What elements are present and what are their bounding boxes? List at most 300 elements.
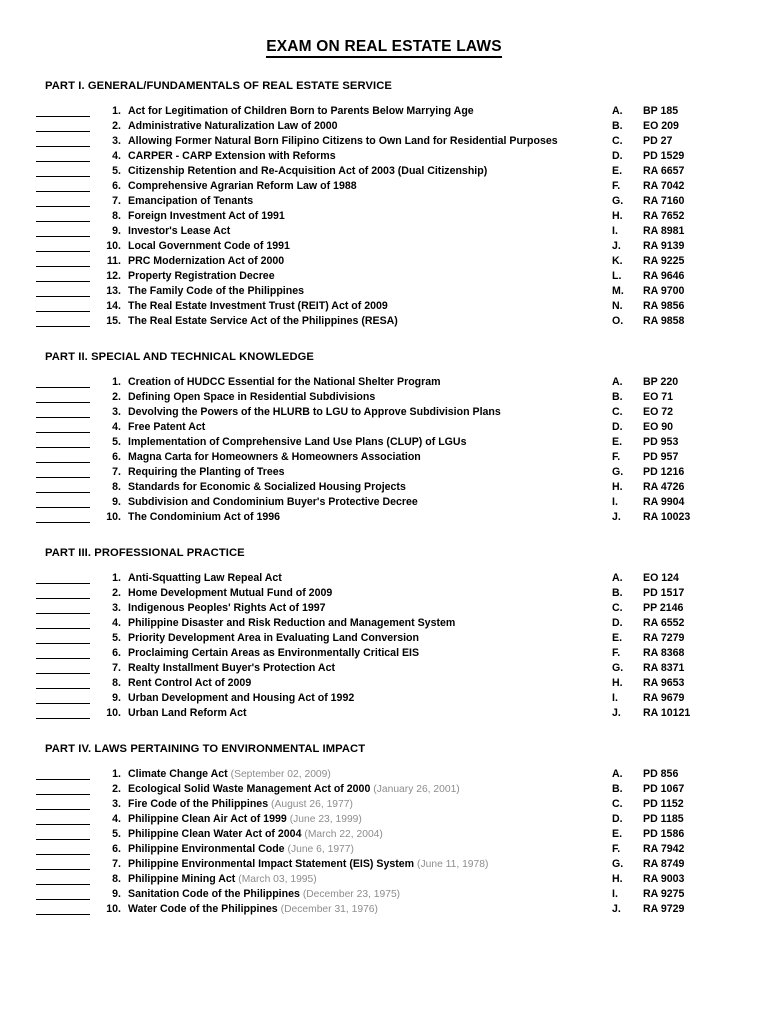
answer-option-code: PD 1586: [643, 828, 685, 840]
question-text: [128, 375, 441, 390]
question-number: 9.: [112, 692, 121, 704]
question-number: 9.: [112, 888, 121, 900]
law-name: Philippine Environmental Impact Statement (EIS) System: [128, 858, 415, 870]
law-name: Proclaiming Certain Areas as Environmentally Critical EIS: [128, 647, 420, 659]
question-text: [128, 254, 284, 269]
law-date: (January 26, 2001): [373, 784, 460, 795]
answer-blank-field[interactable]: [36, 598, 90, 599]
question-text: [128, 209, 285, 224]
answer-option-code: RA 9904: [643, 496, 685, 508]
question-number: 3.: [112, 406, 121, 418]
answer-option-letter: B.: [612, 391, 623, 403]
answer-option-code: RA 9858: [643, 315, 685, 327]
answer-option-code: EO 209: [643, 120, 679, 132]
question-row: [0, 194, 768, 209]
answer-blank-field[interactable]: [36, 221, 90, 222]
answer-option-code: RA 9700: [643, 285, 685, 297]
law-name: Standards for Economic & Socialized Housing Projects: [128, 481, 406, 493]
question-number: 6.: [112, 451, 121, 463]
question-row: [0, 661, 768, 676]
answer-blank-field[interactable]: [36, 206, 90, 207]
question-number: 8.: [112, 873, 121, 885]
law-name: Local Government Code of 1991: [128, 240, 290, 252]
question-list: [0, 571, 768, 721]
question-text: [128, 767, 331, 782]
answer-blank-field[interactable]: [36, 387, 90, 388]
answer-option-letter: I.: [612, 225, 618, 237]
question-row: [0, 706, 768, 721]
question-row: [0, 782, 768, 797]
question-row: [0, 465, 768, 480]
law-date: (June 11, 1978): [417, 859, 489, 870]
answer-blank-field[interactable]: [36, 146, 90, 147]
answer-option-letter: A.: [612, 768, 623, 780]
question-text: [128, 104, 474, 119]
answer-blank-field[interactable]: [36, 266, 90, 267]
question-text: [128, 480, 406, 495]
answer-option-code: RA 9679: [643, 692, 685, 704]
answer-blank-field[interactable]: [36, 688, 90, 689]
answer-option-code: RA 7942: [643, 843, 685, 855]
answer-option-code: RA 9729: [643, 903, 685, 915]
question-row: [0, 390, 768, 405]
question-row: [0, 209, 768, 224]
question-list: [0, 767, 768, 917]
answer-blank-field[interactable]: [36, 703, 90, 704]
question-text: [128, 390, 375, 405]
question-number: 2.: [112, 391, 121, 403]
answer-blank-field[interactable]: [36, 522, 90, 523]
answer-option-letter: E.: [612, 632, 623, 644]
answer-option-letter: L.: [612, 270, 622, 282]
question-number: 2.: [112, 587, 121, 599]
question-number: 5.: [112, 436, 121, 448]
answer-option-letter: H.: [612, 210, 623, 222]
answer-blank-field[interactable]: [36, 914, 90, 915]
answer-option-code: RA 7279: [643, 632, 685, 644]
answer-option-code: PD 1529: [643, 150, 685, 162]
answer-option-code: RA 9139: [643, 240, 685, 252]
law-name: Administrative Naturalization Law of 2000: [128, 120, 338, 132]
law-name: Requiring the Planting of Trees: [128, 466, 285, 478]
question-number: 14.: [106, 300, 121, 312]
answer-option-letter: B.: [612, 120, 623, 132]
law-name: Defining Open Space in Residential Subdivisions: [128, 391, 376, 403]
question-text: [128, 857, 488, 872]
answer-option-letter: J.: [612, 903, 621, 915]
answer-blank-field[interactable]: [36, 613, 90, 614]
answer-blank-field[interactable]: [36, 839, 90, 840]
answer-option-code: RA 9646: [643, 270, 685, 282]
question-number: 1.: [112, 572, 121, 584]
answer-blank-field[interactable]: [36, 809, 90, 810]
question-number: 5.: [112, 632, 121, 644]
question-text: [128, 269, 275, 284]
answer-option-code: PD 1067: [643, 783, 685, 795]
question-row: [0, 646, 768, 661]
question-row: [0, 224, 768, 239]
law-name: Realty Installment Buyer's Protection Act: [128, 662, 335, 674]
question-text: [128, 134, 558, 149]
law-name: Indigenous Peoples' Rights Act of 1997: [128, 602, 326, 614]
law-name: Foreign Investment Act of 1991: [128, 210, 285, 222]
exam-section: [0, 351, 768, 525]
law-name: CARPER - CARP Extension with Reforms: [128, 150, 336, 162]
answer-option-letter: D.: [612, 813, 623, 825]
section-heading: PART IV. LAWS PERTAINING TO ENVIRONMENTAL IMPACT: [45, 743, 366, 755]
answer-blank-field[interactable]: [36, 447, 90, 448]
question-number: 8.: [112, 210, 121, 222]
question-text: [128, 284, 304, 299]
law-name: Implementation of Comprehensive Land Use Plans (CLUP) of LGUs: [128, 436, 467, 448]
law-date: (June 6, 1977): [287, 844, 354, 855]
answer-blank-field[interactable]: [36, 779, 90, 780]
question-row: [0, 239, 768, 254]
law-name: Climate Change Act: [128, 768, 228, 780]
question-number: 7.: [112, 858, 121, 870]
question-text: [128, 631, 419, 646]
question-text: [128, 842, 354, 857]
answer-blank-field[interactable]: [36, 507, 90, 508]
question-number: 6.: [112, 647, 121, 659]
answer-option-code: PD 957: [643, 451, 679, 463]
question-number: 4.: [112, 421, 121, 433]
question-number: 2.: [112, 120, 121, 132]
answer-option-code: RA 6552: [643, 617, 685, 629]
law-name: Magna Carta for Homeowners & Homeowners Association: [128, 451, 421, 463]
answer-blank-field[interactable]: [36, 236, 90, 237]
law-name: Devolving the Powers of the HLURB to LGU to Approve Subdivision Plans: [128, 406, 501, 418]
question-row: [0, 480, 768, 495]
answer-blank-field[interactable]: [36, 417, 90, 418]
question-row: [0, 676, 768, 691]
answer-option-code: RA 6657: [643, 165, 685, 177]
question-number: 3.: [112, 798, 121, 810]
question-list: [0, 375, 768, 525]
question-row: [0, 691, 768, 706]
answer-option-code: RA 4726: [643, 481, 685, 493]
question-row: [0, 495, 768, 510]
answer-blank-field[interactable]: [36, 869, 90, 870]
question-text: [128, 495, 418, 510]
question-row: [0, 375, 768, 390]
answer-option-letter: M.: [612, 285, 624, 297]
law-date: (December 31, 1976): [280, 904, 378, 915]
question-number: 7.: [112, 195, 121, 207]
question-row: [0, 405, 768, 420]
question-text: [128, 405, 501, 420]
answer-option-code: PD 1185: [643, 813, 684, 825]
law-date: (August 26, 1977): [271, 799, 353, 810]
answer-option-letter: B.: [612, 587, 623, 599]
answer-option-letter: F.: [612, 451, 621, 463]
law-name: The Family Code of the Philippines: [128, 285, 304, 297]
law-date: (September 02, 2009): [230, 769, 331, 780]
answer-option-code: RA 8981: [643, 225, 685, 237]
law-date: (March 03, 1995): [238, 874, 317, 885]
question-text: [128, 314, 398, 329]
question-row: [0, 254, 768, 269]
law-name: Urban Land Reform Act: [128, 707, 247, 719]
question-row: [0, 842, 768, 857]
answer-option-code: RA 9856: [643, 300, 685, 312]
question-text: [128, 149, 336, 164]
exam-section: [0, 80, 768, 329]
answer-blank-field[interactable]: [36, 673, 90, 674]
question-text: [128, 450, 421, 465]
answer-option-letter: J.: [612, 707, 621, 719]
question-text: [128, 691, 354, 706]
answer-option-letter: F.: [612, 180, 621, 192]
question-row: [0, 269, 768, 284]
question-row: [0, 164, 768, 179]
answer-option-letter: G.: [612, 195, 624, 207]
law-name: Rent Control Act of 2009: [128, 677, 252, 689]
question-list: [0, 104, 768, 329]
question-row: [0, 767, 768, 782]
question-row: [0, 179, 768, 194]
question-number: 10.: [106, 240, 121, 252]
question-number: 8.: [112, 481, 121, 493]
answer-blank-field[interactable]: [36, 281, 90, 282]
question-text: [128, 601, 326, 616]
answer-option-letter: G.: [612, 662, 624, 674]
law-name: Citizenship Retention and Re-Acquisition Act of 2003 (Dual Citizenship): [128, 165, 488, 177]
question-number: 9.: [112, 496, 121, 508]
answer-option-letter: D.: [612, 421, 623, 433]
question-number: 4.: [112, 617, 121, 629]
question-text: [128, 299, 388, 314]
question-text: [128, 872, 317, 887]
question-row: [0, 812, 768, 827]
question-text: [128, 179, 357, 194]
answer-option-letter: O.: [612, 315, 624, 327]
answer-blank-field[interactable]: [36, 311, 90, 312]
answer-option-letter: C.: [612, 406, 623, 418]
question-number: 5.: [112, 828, 121, 840]
question-number: 1.: [112, 105, 121, 117]
question-row: [0, 134, 768, 149]
question-number: 4.: [112, 813, 121, 825]
question-number: 15.: [106, 315, 121, 327]
answer-option-letter: A.: [612, 105, 623, 117]
question-row: [0, 902, 768, 917]
answer-option-letter: G.: [612, 858, 624, 870]
question-row: [0, 119, 768, 134]
section-heading: PART III. PROFESSIONAL PRACTICE: [45, 547, 245, 559]
question-number: 9.: [112, 225, 121, 237]
answer-option-letter: G.: [612, 466, 624, 478]
question-number: 8.: [112, 677, 121, 689]
question-row: [0, 284, 768, 299]
answer-option-code: RA 10121: [643, 707, 691, 719]
law-name: Property Registration Decree: [128, 270, 275, 282]
question-number: 10.: [106, 903, 121, 915]
answer-blank-field[interactable]: [36, 462, 90, 463]
answer-blank-field[interactable]: [36, 794, 90, 795]
answer-option-code: PD 953: [643, 436, 679, 448]
question-row: [0, 571, 768, 586]
question-row: [0, 435, 768, 450]
law-name: Fire Code of the Philippines: [128, 798, 269, 810]
law-date: (June 23, 1999): [289, 814, 362, 825]
answer-blank-field[interactable]: [36, 643, 90, 644]
question-number: 13.: [106, 285, 121, 297]
question-text: [128, 465, 285, 480]
exam-section: [0, 547, 768, 721]
answer-blank-field[interactable]: [36, 884, 90, 885]
answer-blank-field[interactable]: [36, 251, 90, 252]
question-row: [0, 314, 768, 329]
answer-option-code: PP 2146: [643, 602, 684, 614]
question-number: 6.: [112, 180, 121, 192]
question-row: [0, 149, 768, 164]
law-name: Subdivision and Condominium Buyer's Protective Decree: [128, 496, 418, 508]
answer-option-code: EO 71: [643, 391, 674, 403]
answer-option-code: RA 9653: [643, 677, 685, 689]
answer-option-code: BP 220: [643, 376, 679, 388]
answer-option-code: RA 9225: [643, 255, 685, 267]
section-heading: PART II. SPECIAL AND TECHNICAL KNOWLEDGE: [45, 351, 314, 363]
answer-option-letter: I.: [612, 692, 618, 704]
sections-container: [0, 80, 768, 917]
answer-blank-field[interactable]: [36, 116, 90, 117]
answer-option-letter: H.: [612, 677, 623, 689]
law-name: Emancipation of Tenants: [128, 195, 254, 207]
question-text: [128, 676, 251, 691]
question-text: [128, 510, 280, 525]
answer-blank-field[interactable]: [36, 824, 90, 825]
answer-option-letter: H.: [612, 481, 623, 493]
answer-option-code: RA 9003: [643, 873, 685, 885]
answer-option-letter: I.: [612, 888, 618, 900]
answer-option-letter: D.: [612, 150, 623, 162]
law-name: Urban Development and Housing Act of 1992: [128, 692, 355, 704]
question-text: [128, 194, 253, 209]
question-text: [128, 661, 335, 676]
question-row: [0, 631, 768, 646]
law-name: Anti-Squatting Law Repeal Act: [128, 572, 282, 584]
answer-option-letter: F.: [612, 843, 621, 855]
question-row: [0, 857, 768, 872]
answer-option-letter: E.: [612, 165, 623, 177]
answer-blank-field[interactable]: [36, 191, 90, 192]
law-name: Investor's Lease Act: [128, 225, 231, 237]
answer-option-letter: C.: [612, 798, 623, 810]
answer-option-letter: A.: [612, 376, 623, 388]
question-row: [0, 872, 768, 887]
question-text: [128, 812, 362, 827]
question-text: [128, 571, 282, 586]
answer-blank-field[interactable]: [36, 161, 90, 162]
answer-option-code: PD 27: [643, 135, 673, 147]
question-number: 2.: [112, 783, 121, 795]
answer-option-letter: J.: [612, 511, 621, 523]
answer-option-code: EO 124: [643, 572, 679, 584]
law-name: Creation of HUDCC Essential for the National Shelter Program: [128, 376, 441, 388]
answer-option-letter: J.: [612, 240, 621, 252]
answer-option-letter: B.: [612, 783, 623, 795]
answer-blank-field[interactable]: [36, 432, 90, 433]
law-name: The Real Estate Service Act of the Philippines (RESA): [128, 315, 398, 327]
answer-blank-field[interactable]: [36, 854, 90, 855]
question-text: [128, 224, 230, 239]
question-text: [128, 706, 247, 721]
answer-option-letter: C.: [612, 135, 623, 147]
answer-blank-field[interactable]: [36, 658, 90, 659]
law-name: PRC Modernization Act of 2000: [128, 255, 285, 267]
law-date: (March 22, 2004): [304, 829, 383, 840]
law-name: The Real Estate Investment Trust (REIT) Act of 2009: [128, 300, 388, 312]
question-text: [128, 119, 338, 134]
law-name: Philippine Mining Act: [128, 873, 236, 885]
law-name: The Condominium Act of 1996: [128, 511, 281, 523]
answer-blank-field[interactable]: [36, 492, 90, 493]
answer-option-code: RA 8368: [643, 647, 685, 659]
answer-option-letter: H.: [612, 873, 623, 885]
answer-option-letter: D.: [612, 617, 623, 629]
question-number: 10.: [106, 707, 121, 719]
answer-blank-field[interactable]: [36, 296, 90, 297]
answer-blank-field[interactable]: [36, 131, 90, 132]
question-text: [128, 782, 460, 797]
answer-blank-field[interactable]: [36, 477, 90, 478]
answer-option-code: EO 72: [643, 406, 674, 418]
question-text: [128, 827, 383, 842]
question-number: 12.: [106, 270, 121, 282]
answer-blank-field[interactable]: [36, 628, 90, 629]
question-number: 3.: [112, 602, 121, 614]
section-heading: PART I. GENERAL/FUNDAMENTALS OF REAL ESTATE SERVICE: [45, 80, 392, 92]
answer-blank-field[interactable]: [36, 326, 90, 327]
question-number: 11.: [106, 255, 121, 267]
law-name: Act for Legitimation of Children Born to Parents Below Marrying Age: [128, 105, 474, 117]
answer-blank-field[interactable]: [36, 583, 90, 584]
answer-option-code: RA 7042: [643, 180, 685, 192]
question-row: [0, 586, 768, 601]
question-text: [128, 902, 378, 917]
answer-option-letter: F.: [612, 647, 621, 659]
question-number: 1.: [112, 376, 121, 388]
question-row: [0, 827, 768, 842]
law-name: Philippine Clean Water Act of 2004: [128, 828, 302, 840]
question-row: [0, 797, 768, 812]
answer-option-code: PD 856: [643, 768, 679, 780]
answer-option-code: RA 8749: [643, 858, 685, 870]
answer-option-code: RA 7652: [643, 210, 685, 222]
question-row: [0, 104, 768, 119]
answer-blank-field[interactable]: [36, 718, 90, 719]
question-number: 1.: [112, 768, 121, 780]
law-name: Water Code of the Philippines: [128, 903, 278, 915]
law-name: Philippine Disaster and Risk Reduction and Management System: [128, 617, 456, 629]
law-name: Philippine Environmental Code: [128, 843, 285, 855]
question-number: 7.: [112, 662, 121, 674]
answer-blank-field[interactable]: [36, 402, 90, 403]
answer-option-code: PD 1152: [643, 798, 684, 810]
question-row: [0, 420, 768, 435]
question-row: [0, 616, 768, 631]
answer-option-code: RA 8371: [643, 662, 685, 674]
answer-blank-field[interactable]: [36, 899, 90, 900]
answer-blank-field[interactable]: [36, 176, 90, 177]
question-number: 4.: [112, 150, 121, 162]
question-number: 5.: [112, 165, 121, 177]
law-name: Ecological Solid Waste Management Act of 2000: [128, 783, 371, 795]
answer-option-code: RA 10023: [643, 511, 691, 523]
answer-option-letter: E.: [612, 828, 623, 840]
law-name: Home Development Mutual Fund of 2009: [128, 587, 333, 599]
